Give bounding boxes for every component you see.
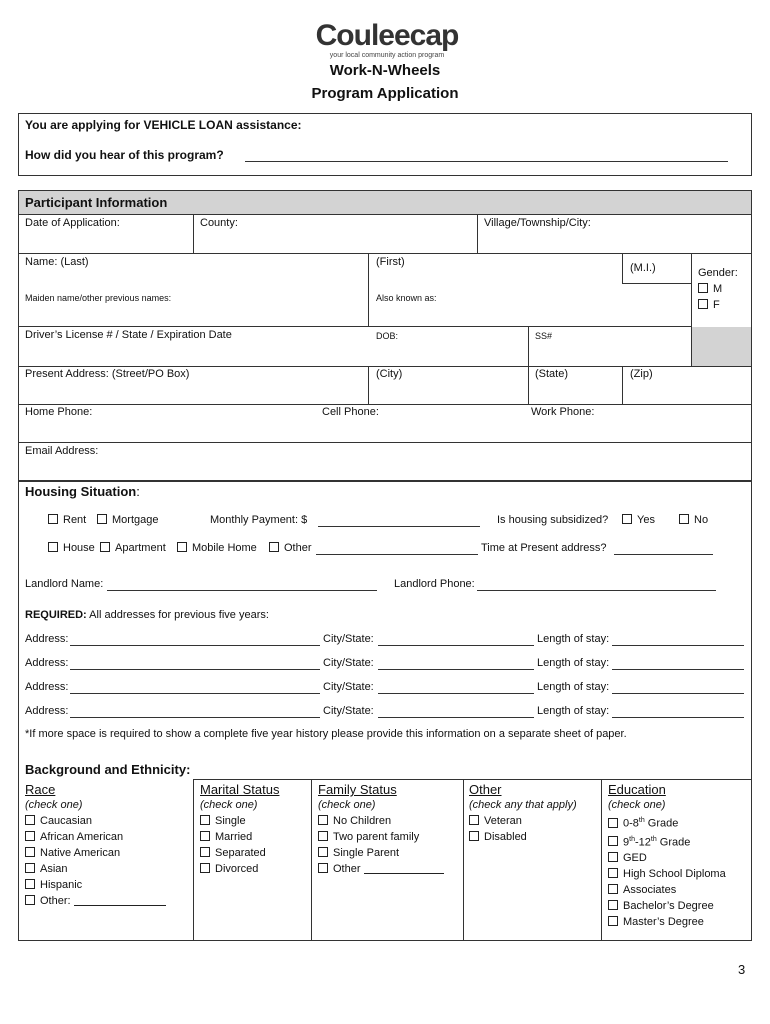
work-phone-label: Work Phone: — [531, 406, 595, 418]
gender-female-option[interactable]: F — [698, 299, 720, 311]
prev-stay-input[interactable] — [612, 693, 744, 694]
form-title: Work-N-Wheels — [329, 62, 441, 79]
education-ged-checkbox[interactable] — [608, 852, 618, 862]
prev-citystate-input[interactable] — [378, 645, 534, 646]
gender-male-option[interactable]: M — [698, 283, 722, 295]
race-asian-checkbox[interactable] — [25, 863, 35, 873]
prev-stay-input[interactable] — [612, 645, 744, 646]
background-heading: Background and Ethnicity: — [25, 762, 191, 777]
education-associates-checkbox[interactable] — [608, 884, 618, 894]
mi-label: (M.I.) — [630, 262, 656, 274]
prev-address-input[interactable] — [70, 693, 320, 694]
marital-divorced-option[interactable]: Divorced — [200, 861, 308, 877]
prev-stay-label: Length of stay: — [537, 633, 610, 645]
family-other-input[interactable] — [364, 861, 444, 874]
marital-title: Marital Status — [200, 782, 280, 797]
date-label: Date of Application: — [25, 217, 120, 229]
race-african-american-checkbox[interactable] — [25, 831, 35, 841]
race-caucasian-checkbox[interactable] — [25, 815, 35, 825]
hear-label: How did you hear of this program? — [25, 148, 224, 162]
couleecap-logo — [312, 20, 462, 60]
marital-married-option[interactable]: Married — [200, 829, 308, 845]
prev-citystate-input[interactable] — [378, 669, 534, 670]
landlord-name-input[interactable] — [107, 590, 377, 591]
prev-address-input[interactable] — [70, 669, 320, 670]
village-label: Village/Township/City: — [484, 217, 591, 229]
rent-option[interactable]: Rent — [48, 514, 86, 526]
education-ged-option[interactable]: GED — [608, 850, 750, 866]
education-hs-diploma-option[interactable]: High School Diploma — [608, 866, 750, 882]
mobile-home-checkbox[interactable] — [177, 542, 187, 552]
county-label: County: — [200, 217, 238, 229]
male-checkbox[interactable] — [698, 283, 708, 293]
housing-heading-wrap: Housing Situation: — [25, 484, 140, 499]
education-9-12-option[interactable]: 9th-12th Grade — [608, 832, 750, 851]
housing-other-checkbox[interactable] — [269, 542, 279, 552]
yes-checkbox[interactable] — [622, 514, 632, 524]
education-0-8-checkbox[interactable] — [608, 818, 618, 828]
education-hs-diploma-checkbox[interactable] — [608, 868, 618, 878]
education-bachelors-option[interactable]: Bachelor’s Degree — [608, 898, 750, 914]
name-first-label: (First) — [376, 256, 405, 268]
family-column — [318, 782, 460, 877]
license-label: Driver’s License # / State / Expiration Date — [25, 329, 232, 341]
participant-heading: Participant Information — [25, 195, 168, 210]
city-label: (City) — [376, 368, 403, 380]
education-bachelors-checkbox[interactable] — [608, 900, 618, 910]
maiden-label: Maiden name/other previous names: — [25, 293, 172, 303]
family-title: Family Status — [318, 782, 397, 797]
housing-other-input[interactable] — [316, 554, 478, 555]
housing-heading: Housing Situation — [25, 484, 137, 499]
other-sub: (check any that apply) — [469, 799, 577, 811]
apartment-checkbox[interactable] — [100, 542, 110, 552]
time-at-address-input[interactable] — [614, 554, 713, 555]
family-two-parent-checkbox[interactable] — [318, 831, 328, 841]
other-veteran-checkbox[interactable] — [469, 815, 479, 825]
landlord-name-label: Landlord Name: — [25, 578, 104, 590]
space-note: *If more space is required to show a complete five year history please provide this information on a separate sheet of paper. — [25, 728, 627, 740]
prev-stay-label: Length of stay: — [537, 681, 610, 693]
aka-label: Also known as: — [376, 293, 437, 303]
marital-separated-checkbox[interactable] — [200, 847, 210, 857]
monthly-payment-label: Monthly Payment: $ — [210, 514, 308, 526]
family-sub: (check one) — [318, 799, 376, 811]
education-9-12-checkbox[interactable] — [608, 836, 618, 846]
family-no-children-option[interactable]: No Children — [318, 813, 460, 829]
prev-citystate-label: City/State: — [323, 657, 374, 669]
prev-address-input[interactable] — [70, 717, 320, 718]
hear-input[interactable] — [245, 161, 728, 162]
house-option[interactable]: House — [48, 542, 95, 554]
education-associates-option[interactable]: Associates — [608, 882, 750, 898]
family-single-parent-checkbox[interactable] — [318, 847, 328, 857]
page-number: 3 — [738, 962, 746, 977]
education-title: Education — [608, 782, 666, 797]
mortgage-checkbox[interactable] — [97, 514, 107, 524]
race-african-american-option[interactable]: African American — [25, 829, 190, 845]
ssn-label: SS# — [535, 331, 553, 341]
other-column — [469, 782, 599, 845]
name-last-label: Name: (Last) — [25, 256, 89, 268]
subsidized-label: Is housing subsidized? — [497, 514, 609, 526]
landlord-phone-label: Landlord Phone: — [394, 578, 475, 590]
monthly-payment-input[interactable] — [318, 526, 480, 527]
marital-separated-option[interactable]: Separated — [200, 845, 308, 861]
form-subtitle: Program Application — [311, 85, 459, 102]
race-other-option[interactable]: Other: — [25, 893, 190, 909]
race-asian-option[interactable]: Asian — [25, 861, 190, 877]
cell-phone-label: Cell Phone: — [322, 406, 379, 418]
state-label: (State) — [535, 368, 569, 380]
prev-stay-input[interactable] — [612, 669, 744, 670]
prev-address-label: Address: — [25, 681, 69, 693]
subsidized-no-option[interactable]: No — [679, 514, 708, 526]
marital-column — [200, 782, 308, 877]
shaded-cell — [692, 327, 751, 366]
prev-citystate-label: City/State: — [323, 681, 374, 693]
time-at-address-label: Time at Present address? — [481, 542, 607, 554]
other-veteran-option[interactable]: Veteran — [469, 813, 599, 829]
dob-label: DOB: — [376, 331, 399, 341]
education-0-8-option[interactable]: 0-8th Grade — [608, 813, 750, 832]
landlord-phone-input[interactable] — [477, 590, 716, 591]
education-sub: (check one) — [608, 799, 666, 811]
prev-citystate-label: City/State: — [323, 705, 374, 717]
other-disabled-checkbox[interactable] — [469, 831, 479, 841]
education-column — [608, 782, 750, 930]
female-checkbox[interactable] — [698, 299, 708, 309]
prev-citystate-input[interactable] — [378, 693, 534, 694]
housing-other-option[interactable]: Other — [269, 542, 312, 554]
race-other-input[interactable] — [74, 893, 166, 906]
race-hispanic-checkbox[interactable] — [25, 879, 35, 889]
prev-stay-input[interactable] — [612, 717, 744, 718]
marital-married-checkbox[interactable] — [200, 831, 210, 841]
race-sub: (check one) — [25, 799, 83, 811]
prev-address-label: Address: — [25, 633, 69, 645]
race-column — [25, 782, 190, 909]
prev-citystate-input[interactable] — [378, 717, 534, 718]
race-title: Race — [25, 782, 56, 797]
prev-address-label: Address: — [25, 705, 69, 717]
email-label: Email Address: — [25, 445, 99, 457]
race-hispanic-option[interactable]: Hispanic — [25, 877, 190, 893]
race-native-american-checkbox[interactable] — [25, 847, 35, 857]
mortgage-option[interactable]: Mortgage — [97, 514, 158, 526]
family-other-checkbox[interactable] — [318, 863, 328, 873]
family-two-parent-option[interactable]: Two parent family — [318, 829, 460, 845]
mobile-home-option[interactable]: Mobile Home — [177, 542, 257, 554]
required-line: REQUIRED: All addresses for previous five years: — [25, 609, 269, 621]
address-label: Present Address: (Street/PO Box) — [25, 368, 190, 380]
prev-address-input[interactable] — [70, 645, 320, 646]
marital-single-checkbox[interactable] — [200, 815, 210, 825]
logo-name: Couleecap — [315, 19, 459, 52]
house-checkbox[interactable] — [48, 542, 58, 552]
marital-divorced-checkbox[interactable] — [200, 863, 210, 873]
marital-single-option[interactable]: Single — [200, 813, 308, 829]
subsidized-yes-option[interactable]: Yes — [622, 514, 655, 526]
race-other-checkbox[interactable] — [25, 895, 35, 905]
apartment-option[interactable]: Apartment — [100, 542, 166, 554]
prev-citystate-label: City/State: — [323, 633, 374, 645]
family-no-children-checkbox[interactable] — [318, 815, 328, 825]
home-phone-label: Home Phone: — [25, 406, 93, 418]
prev-address-label: Address: — [25, 657, 69, 669]
family-single-parent-option[interactable]: Single Parent — [318, 845, 460, 861]
marital-sub: (check one) — [200, 799, 258, 811]
education-masters-checkbox[interactable] — [608, 916, 618, 926]
no-checkbox[interactable] — [679, 514, 689, 524]
race-native-american-option[interactable]: Native American — [25, 845, 190, 861]
rent-checkbox[interactable] — [48, 514, 58, 524]
other-disabled-option[interactable]: Disabled — [469, 829, 599, 845]
race-caucasian-option[interactable]: Caucasian — [25, 813, 190, 829]
zip-label: (Zip) — [630, 368, 653, 380]
other-title: Other — [469, 782, 502, 797]
logo-tagline: your local community action program — [329, 52, 445, 59]
education-masters-option[interactable]: Master’s Degree — [608, 914, 750, 930]
applying-label: You are applying for VEHICLE LOAN assistance: — [25, 118, 302, 132]
prev-stay-label: Length of stay: — [537, 657, 610, 669]
gender-label: Gender: — [698, 267, 738, 279]
family-other-option[interactable]: Other — [318, 861, 460, 877]
prev-stay-label: Length of stay: — [537, 705, 610, 717]
